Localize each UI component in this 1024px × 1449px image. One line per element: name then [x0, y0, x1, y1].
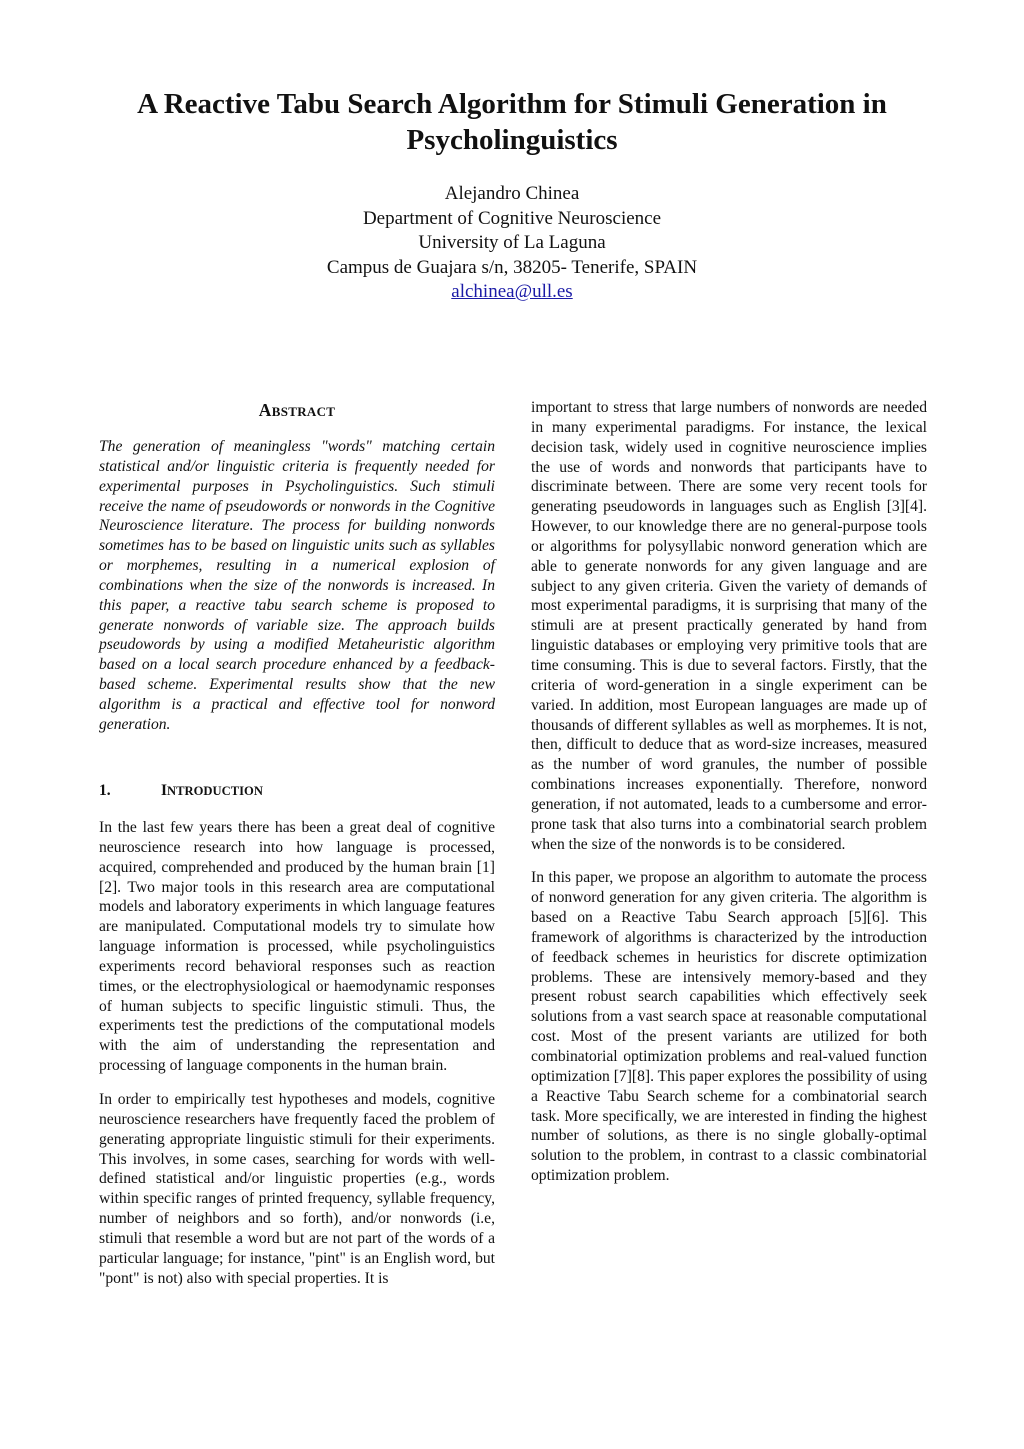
left-column-body	[99, 818, 495, 1302]
abstract-heading	[99, 400, 495, 422]
intro-paragraph: In this paper, we propose an algorithm to automate the process of nonword generation for any given criteria. The algorithm is based on a Reactive Tabu Search approach [5][6]. This framework of algorithms is characterized by the introduction of feedback schemes in heuristics for discrete optimization problems. These are intensively memory-based and they present robust search capabilities which effectively seek solutions from a vast search space at reasonable computational cost. Most of the present variants are utilized for both combinatorial optimization problems and real-valued function optimization [7][8]. This paper explores the possibility of using a Reactive Tabu Search scheme for a combinatorial search task. More specifically, we are interested in finding the highest number of solutions, as there is no single globally-optimal solution to the problem, in contrast to a classic combinatorial optimization problem.	[531, 869, 927, 1185]
right-column-body	[531, 398, 927, 1200]
introduction-heading-initial: I	[161, 782, 168, 799]
abstract-heading-initial: A	[258, 400, 272, 420]
author-block	[180, 182, 844, 305]
author-department: Department of Cognitive Neuroscience	[362, 207, 662, 229]
author-address: Campus de Guajara s/n, 38205- Tenerife, SPAIN	[326, 256, 698, 278]
paper-title: A Reactive Tabu Search Algorithm for Stimuli Generation in Psycholinguistics	[137, 88, 887, 156]
section-number: 1.	[99, 782, 111, 799]
abstract-column	[99, 437, 495, 735]
abstract-text: The generation of meaningless "words" matching certain statistical and/or linguistic criteria is frequently needed for experimental purposes in Psycholinguistics. Such stimuli receive the name of pseudowords or nonwords in the Cognitive Neuroscience literature. The process for building nonwords sometimes has to be based on linguistic units such as syllables or morphemes, resulting in a numerical explosion of combinations when the size of the nonwords is increased. In this paper, a reactive tabu search scheme is proposed to generate nonwords of variable size. The approach builds pseudowords by using a modified Metaheuristic algorithm based on a local search procedure enhanced by a feedback-based scheme. Experimental results show that the new algorithm is a practical and effective tool for nonword generation.	[99, 438, 495, 733]
author-name: Alejandro Chinea	[444, 183, 580, 204]
intro-paragraph: important to stress that large numbers of nonwords are needed in many experimental paradigms. For instance, the lexical decision task, widely used in cognitive neuroscience implies the use of words and nonwords that participants have to discriminate between. There are some very recent tools for generating pseudowords in languages such as English [3][4]. However, to our knowledge there are no general-purpose tools or algorithms for polysyllabic nonword generation which are able to generate nonwords for any given language and are subject to any given criteria. Given the variety of demands of most experimental paradigms, it is surprising that many of the stimuli are at present practically generated by hand from linguistic databases or employing very primitive tools that are time consuming. This is due to several factors. Firstly, that the criteria of word-generation in a single experiment can be varied. In addition, most European languages are made up of thousands of different syllables as well as morphemes. It is not, then, difficult to deduce that as word-size increases, measured as the number of word granules, the number of possible combinations increases exponentially. Therefore, nonword generation, if not automated, leads to a cumbersome and error-prone task that also turns into a combinatorial search problem when the size of the nonwords is to be considered.	[531, 399, 927, 853]
introduction-heading	[99, 781, 495, 801]
intro-paragraph: In the last few years there has been a great deal of cognitive neuroscience research into how language is processed, acquired, comprehended and produced by the human brain [1][2]. Two major tools in this research area are computational models and laboratory experiments in which language features are manipulated. Computational models try to simulate how language information is processed, while psycholinguistics experiments record behavioral responses such as reaction times, or the electrophysiological or haemodynamic responses of human subjects to specific linguistic stimuli. Thus, the experiments test the predictions of the computational models with the aim of understanding the representation and processing of language components in the human brain.	[99, 819, 495, 1075]
abstract-heading-rest: BSTRACT	[271, 404, 336, 419]
intro-paragraph: In order to empirically test hypotheses and models, cognitive neuroscience researchers have frequently faced the problem of generating appropriate linguistic stimuli for their experiments. This involves, in some cases, searching for words with well-defined statistical and/or linguistic properties (e.g., words within specific ranges of printed frequency, syllable frequency, number of neighbors and so forth), and/or nonwords (i.e, stimuli that resemble a word but are not part of the words of a particular language; for instance, "pint" is an English word, but "pont" is not) also with special properties. It is	[99, 1090, 495, 1287]
author-email-link[interactable]: alchinea@ull.es	[451, 281, 573, 302]
introduction-heading-rest: NTRODUCTION	[167, 784, 263, 798]
author-university: University of La Laguna	[418, 232, 606, 253]
